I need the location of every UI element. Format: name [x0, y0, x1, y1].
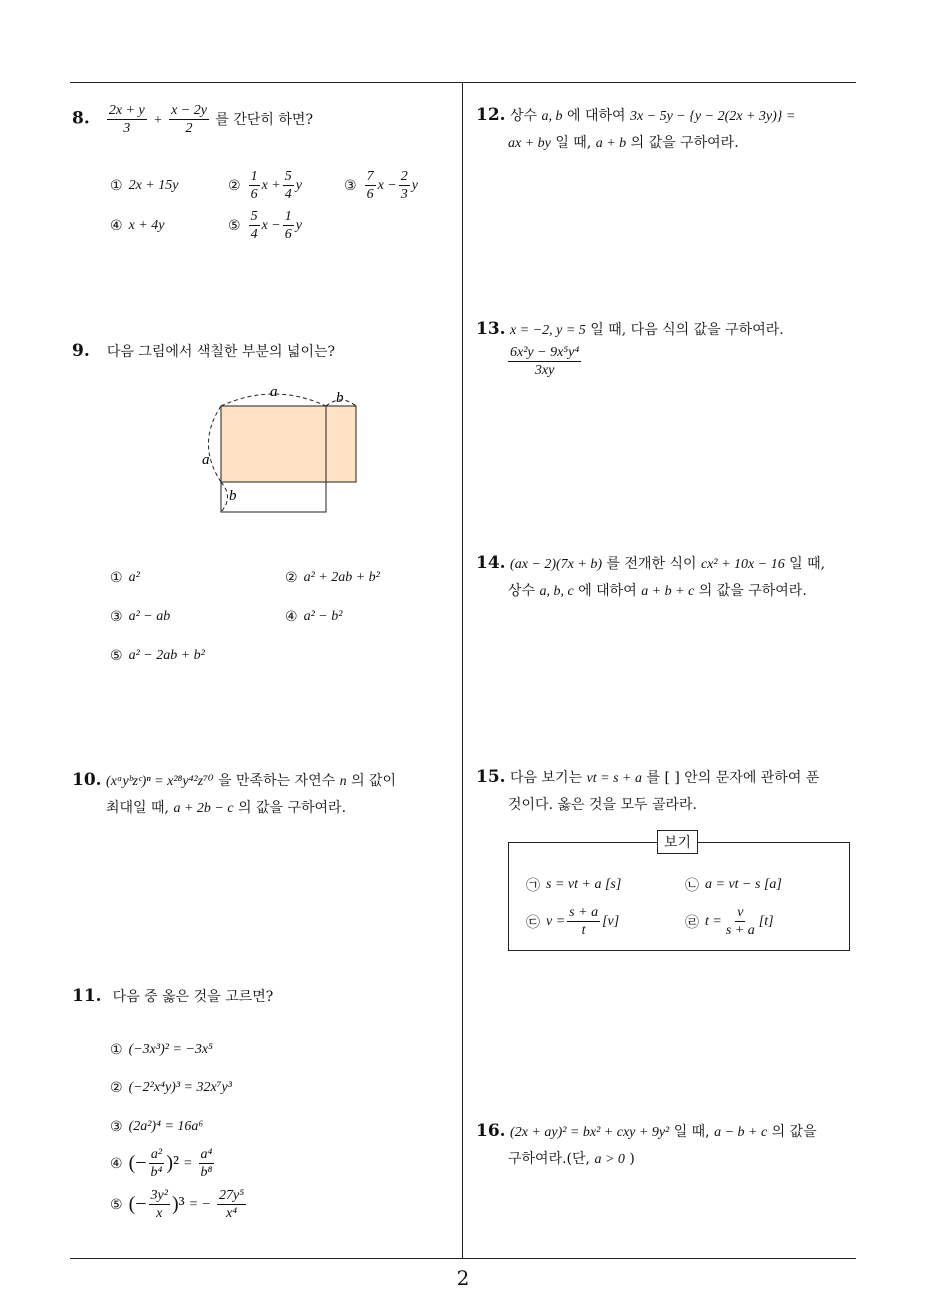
fraction — [169, 102, 209, 137]
numerator: 3y² — [150, 1188, 168, 1203]
q11-option-1[interactable] — [110, 1042, 213, 1058]
q8-option-1[interactable] — [110, 178, 178, 194]
option-text: (−3x³)² = −3x⁵ — [128, 1042, 213, 1057]
question-number: 15. — [476, 767, 506, 787]
option-text: a² − b² — [303, 609, 343, 624]
denominator: b⁴ — [150, 1165, 163, 1180]
q8-option-3[interactable] — [344, 168, 418, 203]
prompt-text: ) — [629, 1151, 635, 1167]
question-number: 13. — [476, 319, 506, 339]
question-14 — [476, 550, 860, 605]
label-b-left: b — [229, 488, 237, 504]
equation: cx² + 10x − 16 — [700, 557, 785, 572]
equation: (ax − 2)(7x + b) — [510, 557, 603, 572]
prompt-text: 를 [ ] 안의 문자에 관하여 푼 — [646, 770, 820, 786]
numerator: 7 — [366, 169, 374, 184]
expression-fraction — [508, 344, 581, 379]
prompt-text: 을 만족하는 자연수 — [218, 773, 336, 789]
equals-sign: = — [183, 1155, 193, 1171]
fraction — [199, 1146, 215, 1181]
question-number: 14. — [476, 553, 506, 573]
label-a-top: a — [270, 384, 278, 400]
q11-option-2[interactable] — [110, 1080, 232, 1096]
item-marker: ㉣ — [685, 914, 699, 931]
question-9 — [72, 339, 335, 365]
prompt-text: 의 값을 — [771, 1124, 817, 1140]
item-text: v = — [546, 913, 566, 929]
option-text: y — [411, 177, 418, 193]
prompt-text: 의 값을 구하여라. — [238, 800, 347, 816]
prompt-text: 다음 보기는 — [510, 770, 583, 786]
equation: a + b + c — [641, 584, 695, 599]
denominator: 6 — [284, 227, 292, 242]
fraction — [567, 904, 600, 939]
numerator: 27y⁵ — [219, 1188, 245, 1203]
question-prompt: 다음 그림에서 색칠한 부분의 넓이는? — [106, 344, 336, 360]
equation: a − b + c — [714, 1125, 768, 1140]
option-marker: ② — [228, 177, 241, 194]
option-marker: ⑤ — [228, 217, 241, 234]
denominator: 3 — [123, 121, 131, 136]
question-number: 11. — [72, 986, 102, 1006]
question-prompt: 다음 중 옳은 것을 고르면? — [112, 989, 274, 1005]
example-item-2[interactable] — [685, 875, 782, 895]
fraction — [283, 168, 294, 203]
prompt-text: 일 때, — [789, 556, 826, 572]
option-marker: ④ — [110, 218, 123, 234]
plus-sign: + — [153, 112, 163, 128]
question-number: 16. — [476, 1121, 506, 1141]
paren-open: (− — [128, 1152, 147, 1174]
numerator: s + a — [569, 905, 599, 920]
denominator: 3 — [400, 187, 408, 202]
numerator: 5 — [284, 169, 292, 184]
denominator: 4 — [284, 187, 292, 202]
fraction — [399, 168, 410, 203]
prompt-text: 일 때, 다음 식의 값을 구하여라. — [590, 322, 784, 338]
variables: a, b — [541, 109, 563, 124]
item-text: s = vt + a [s] — [546, 877, 622, 892]
example-item-1[interactable] — [526, 875, 621, 895]
q9-option-1[interactable] — [110, 570, 140, 586]
equation: a + 2b − c — [173, 801, 234, 816]
option-text: y — [295, 217, 302, 233]
equation: a > 0 — [594, 1152, 625, 1167]
q9-option-2[interactable] — [285, 570, 380, 586]
option-marker: ③ — [110, 609, 123, 625]
option-text: x − — [377, 177, 397, 193]
variables: a, b, c — [539, 584, 574, 599]
prompt-text: 상수 — [508, 583, 536, 599]
column-divider — [462, 82, 463, 1258]
numerator: x − 2y — [171, 103, 207, 118]
prompt-text: 일 때, — [555, 135, 592, 151]
q11-option-5[interactable] — [110, 1187, 248, 1222]
option-marker: ① — [110, 570, 123, 586]
fraction — [149, 1146, 165, 1181]
equation: ax + by — [508, 136, 551, 151]
dashed-arc-b-left — [221, 482, 228, 512]
question-15 — [476, 764, 860, 818]
fraction — [107, 102, 147, 137]
area-figure — [196, 380, 366, 520]
option-text: y — [295, 177, 302, 193]
question-10 — [72, 767, 457, 822]
option-marker: ② — [285, 570, 298, 586]
option-marker: ⑤ — [110, 1196, 123, 1213]
denominator: 6 — [250, 187, 258, 202]
prompt-text: 의 값을 구하여라. — [630, 135, 739, 151]
option-marker: ① — [110, 178, 123, 194]
shaded-region — [221, 406, 356, 482]
example-box-title: 보기 — [657, 830, 698, 854]
denominator: s + a — [725, 923, 755, 938]
q11-option-4[interactable] — [110, 1146, 216, 1181]
option-text: a² + 2ab + b² — [303, 570, 380, 585]
q8-option-4[interactable] — [110, 218, 164, 234]
equals-sign: = − — [188, 1196, 211, 1212]
denominator: t — [581, 923, 586, 938]
numerator: 1 — [284, 209, 292, 224]
fraction — [249, 168, 260, 203]
prompt-text: 최대일 때, — [106, 800, 169, 816]
fraction — [365, 168, 376, 203]
fraction — [724, 904, 757, 939]
q8-option-2[interactable] — [228, 168, 302, 203]
denominator: 2 — [185, 121, 193, 136]
question-13 — [476, 316, 858, 379]
prompt-text: 일 때, — [673, 1124, 710, 1140]
denominator: 3xy — [534, 363, 555, 378]
q11-option-3[interactable] — [110, 1119, 203, 1135]
option-marker: ④ — [110, 1155, 123, 1172]
numerator: 2x + y — [108, 103, 145, 118]
option-text: (2a²)⁴ = 16a⁶ — [128, 1119, 204, 1134]
q9-option-5[interactable] — [110, 648, 205, 664]
paren-open: (− — [128, 1193, 147, 1215]
equation: (2x + ay)² = bx² + cxy + 9y² — [510, 1125, 670, 1140]
variable: n — [339, 774, 347, 789]
question-12 — [476, 102, 858, 157]
prompt-text: 것이다. 옳은 것을 모두 골라라. — [508, 797, 697, 813]
item-text: a = vt − s [a] — [705, 877, 782, 892]
page-number: 2 — [456, 1266, 470, 1290]
example-item-3[interactable] — [526, 904, 619, 939]
prompt-text: 에 대하여 — [578, 583, 637, 599]
prompt-text: 상수 — [510, 108, 538, 124]
fraction — [283, 208, 294, 243]
item-text: [v] — [602, 913, 620, 929]
fraction — [249, 208, 260, 243]
option-marker: ① — [110, 1042, 123, 1058]
equation: a + b — [595, 136, 627, 151]
fraction — [149, 1187, 170, 1222]
item-marker: ㉡ — [685, 878, 699, 894]
option-text: a² − ab — [128, 609, 171, 624]
question-16 — [476, 1118, 860, 1173]
question-11 — [72, 984, 273, 1010]
option-marker: ③ — [110, 1119, 123, 1135]
paren-close: )³ — [171, 1193, 185, 1215]
numerator: 6x²y − 9x⁵y⁴ — [510, 345, 580, 360]
item-marker: ㉢ — [526, 914, 540, 931]
option-marker: ③ — [344, 177, 357, 194]
option-text: a² — [128, 570, 140, 585]
denominator: 4 — [250, 227, 258, 242]
denominator: x⁴ — [226, 1206, 238, 1221]
numerator: 2 — [400, 169, 408, 184]
denominator: x — [156, 1206, 163, 1221]
dashed-arc-a-left — [209, 406, 222, 482]
numerator: v — [737, 905, 744, 920]
option-text: 2x + 15y — [128, 178, 179, 193]
question-number: 8. — [72, 108, 90, 129]
prompt-text: 의 값이 — [351, 773, 397, 789]
option-marker: ④ — [285, 609, 298, 625]
equation: 3x − 5y − {y − 2(2x + 3y)} = — [630, 109, 796, 124]
prompt-text: 에 대하여 — [567, 108, 626, 124]
q9-option-3[interactable] — [110, 609, 170, 625]
option-text: a² − 2ab + b² — [128, 648, 205, 663]
numerator: a⁴ — [200, 1147, 213, 1162]
q9-option-4[interactable] — [285, 609, 342, 625]
option-text: x − — [261, 217, 281, 233]
paren-close: )² — [166, 1152, 180, 1174]
item-text: t = — [705, 913, 722, 929]
option-text: x + — [261, 177, 281, 193]
question-number: 9. — [72, 341, 90, 361]
denominator: 6 — [366, 187, 374, 202]
question-number: 12. — [476, 105, 506, 125]
denominator: b⁸ — [200, 1165, 213, 1180]
prompt-text: 의 값을 구하여라. — [698, 583, 807, 599]
equation: vt = s + a — [586, 771, 643, 786]
option-text: (−2²x⁴y)³ = 32x⁷y³ — [128, 1080, 232, 1095]
option-marker: ② — [110, 1080, 123, 1096]
prompt-text: 구하여라.(단, — [508, 1151, 590, 1167]
label-a-left: a — [202, 452, 210, 468]
equation: x = −2, y = 5 — [510, 323, 586, 338]
numerator: 5 — [250, 209, 258, 224]
bottom-rule — [70, 1258, 856, 1259]
question-number: 10. — [72, 770, 102, 790]
question-8 — [72, 102, 452, 137]
q8-option-5[interactable] — [228, 208, 302, 243]
numerator: 1 — [250, 169, 258, 184]
item-text: [t] — [758, 913, 774, 929]
prompt-text: 를 전개한 식이 — [606, 556, 697, 572]
option-marker: ⑤ — [110, 648, 123, 664]
prompt-text: 를 간단히 하면? — [215, 111, 313, 128]
item-marker: ㉠ — [526, 878, 540, 894]
option-text: x + 4y — [128, 218, 165, 233]
question-prompt — [105, 103, 313, 136]
label-b-top: b — [336, 390, 344, 406]
equation: (xᵃyᵇzᶜ)ⁿ = x²⁸y⁴²z⁷⁰ — [106, 774, 214, 789]
example-item-4[interactable] — [685, 904, 774, 939]
numerator: a² — [150, 1147, 163, 1162]
fraction — [217, 1187, 246, 1222]
top-rule — [70, 82, 856, 83]
